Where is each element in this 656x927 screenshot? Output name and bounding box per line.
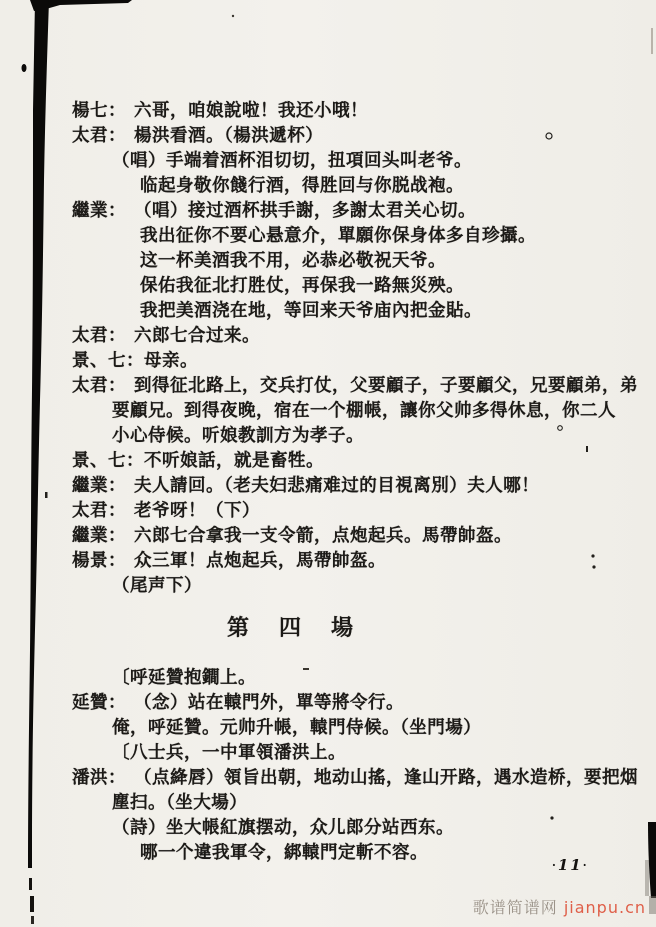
speaker-label: 景、七：	[72, 351, 144, 371]
speaker-label: 繼業：	[72, 201, 126, 221]
script-line	[0, 816, 656, 841]
dialogue-text: 夫人請回。（老夫妇悲痛难过的目視离別）夫人哪！	[134, 476, 540, 496]
script-line	[0, 124, 656, 149]
script-line	[0, 324, 656, 349]
speaker-label: 繼業：	[72, 526, 126, 546]
script-line	[0, 374, 656, 399]
speaker-label: 楊景：	[72, 551, 126, 571]
script-line	[0, 149, 656, 174]
speaker-label: 太君：	[72, 126, 126, 146]
script-line	[0, 524, 656, 549]
script-line	[0, 691, 656, 716]
dialogue-text: 众三軍！点炮起兵，馬帶帥盔。	[134, 551, 386, 571]
page-number-value: 11	[557, 856, 583, 874]
script-line	[0, 474, 656, 499]
script-line	[0, 424, 656, 449]
dialogue-text: （唱）接过酒杯拱手謝，多謝太君关心切。	[134, 201, 476, 221]
watermark-site-name: 歌谱简谱网	[472, 898, 558, 917]
script-line	[0, 99, 656, 124]
script-line	[0, 199, 656, 224]
stage-direction: 〔八士兵，一中軍領潘洪上。	[112, 743, 346, 763]
dialogue-text: 六郎七合拿我一支令箭，点炮起兵。馬帶帥盔。	[134, 526, 512, 546]
script-line	[0, 766, 656, 791]
dialogue-text: 小心侍候。听娘教訓方为孝子。	[112, 426, 364, 446]
script-line	[0, 174, 656, 199]
script-line	[0, 449, 656, 474]
dialogue-text: 哪一个違我軍令，綁轅門定斬不容。	[140, 843, 428, 863]
dialogue-text: 不听娘話，就是畜牲。	[144, 451, 324, 471]
dialogue-text: （点絳唇）領旨出朝，地动山搖，逢山开路，遇水造桥，要把烟	[134, 768, 638, 788]
script-line	[0, 549, 656, 574]
page-number-mark: ·	[552, 859, 558, 872]
script-line	[0, 249, 656, 274]
dialogue-text: 俺，呼延贊。元帅升帳，轅門侍候。（坐門場）	[112, 718, 482, 738]
speaker-label: 繼業：	[72, 476, 126, 496]
stage-direction: 〔呼延贊抱鐧上。	[112, 668, 256, 688]
speaker-label: 景、七：	[72, 451, 144, 471]
aria-sung-text: （唱）手端着酒杯泪切切，扭項回头叫老爷。	[112, 151, 472, 171]
stage-direction: （尾声下）	[112, 576, 202, 596]
speaker-label: 太君：	[72, 501, 126, 521]
speaker-label: 延贊：	[72, 693, 126, 713]
script-line	[0, 499, 656, 524]
watermark-site-url: jianpu.cn	[563, 898, 646, 917]
watermark	[473, 895, 646, 918]
dialogue-text: 母亲。	[144, 351, 198, 371]
script-line	[0, 224, 656, 249]
dialogue-text: 老爷呀！（下）	[134, 501, 260, 521]
scan-edge-left-dash	[30, 896, 34, 912]
script-line	[0, 349, 656, 374]
dialogue-text: 要顧兄。到得夜晚，宿在一个棚帳，讓你父帅多得休息，你二人	[112, 401, 616, 421]
aria-sung-text: 我把美酒浇在地，等回来天爷庙內把金貼。	[140, 301, 482, 321]
page-number	[552, 856, 589, 874]
aria-sung-text: 保佑我征北打胜仗，再保我一路無災殃。	[140, 276, 464, 296]
scan-smudge	[649, 896, 656, 914]
dialogue-text: 塵扫。（坐大場）	[112, 793, 248, 813]
script-line	[0, 299, 656, 324]
dialogue-text: 到得征北路上，交兵打仗，父要顧子，子要顧父，兄要顧弟，弟	[134, 376, 638, 396]
aria-sung-text: 我出征你不要心悬意介，單願你保身体多自珍攝。	[140, 226, 536, 246]
speaker-label: 太君：	[72, 326, 126, 346]
dialogue-text: 六哥，咱娘說啦！我还小哦！	[134, 101, 368, 121]
speaker-label: 潘洪：	[72, 768, 126, 788]
script-line	[0, 274, 656, 299]
scene-heading: 第 四 場	[227, 615, 358, 641]
dialogue-text: 六郎七合过来。	[134, 326, 260, 346]
script-line	[0, 399, 656, 424]
aria-sung-text: 临起身敬你餞行酒，得胜回与你脱战袍。	[140, 176, 464, 196]
page-number-mark: ·	[582, 859, 589, 872]
dialogue-text: （詩）坐大帳紅旗摆动，众儿郎分站西东。	[112, 818, 454, 838]
speaker-label: 楊七：	[72, 101, 126, 121]
aria-sung-text: 这一杯美酒我不用，必恭必敬祝天爷。	[140, 251, 446, 271]
script-line	[0, 791, 656, 816]
scan-edge-left-dash	[31, 916, 34, 924]
scan-edge-left-dash	[29, 878, 32, 890]
dialogue-text: （念）站在轅門外，單等將令行。	[134, 693, 404, 713]
speaker-label: 太君：	[72, 376, 126, 396]
dialogue-text: 楊洪看酒。（楊洪遞杯）	[134, 126, 324, 146]
script-line	[0, 716, 656, 741]
